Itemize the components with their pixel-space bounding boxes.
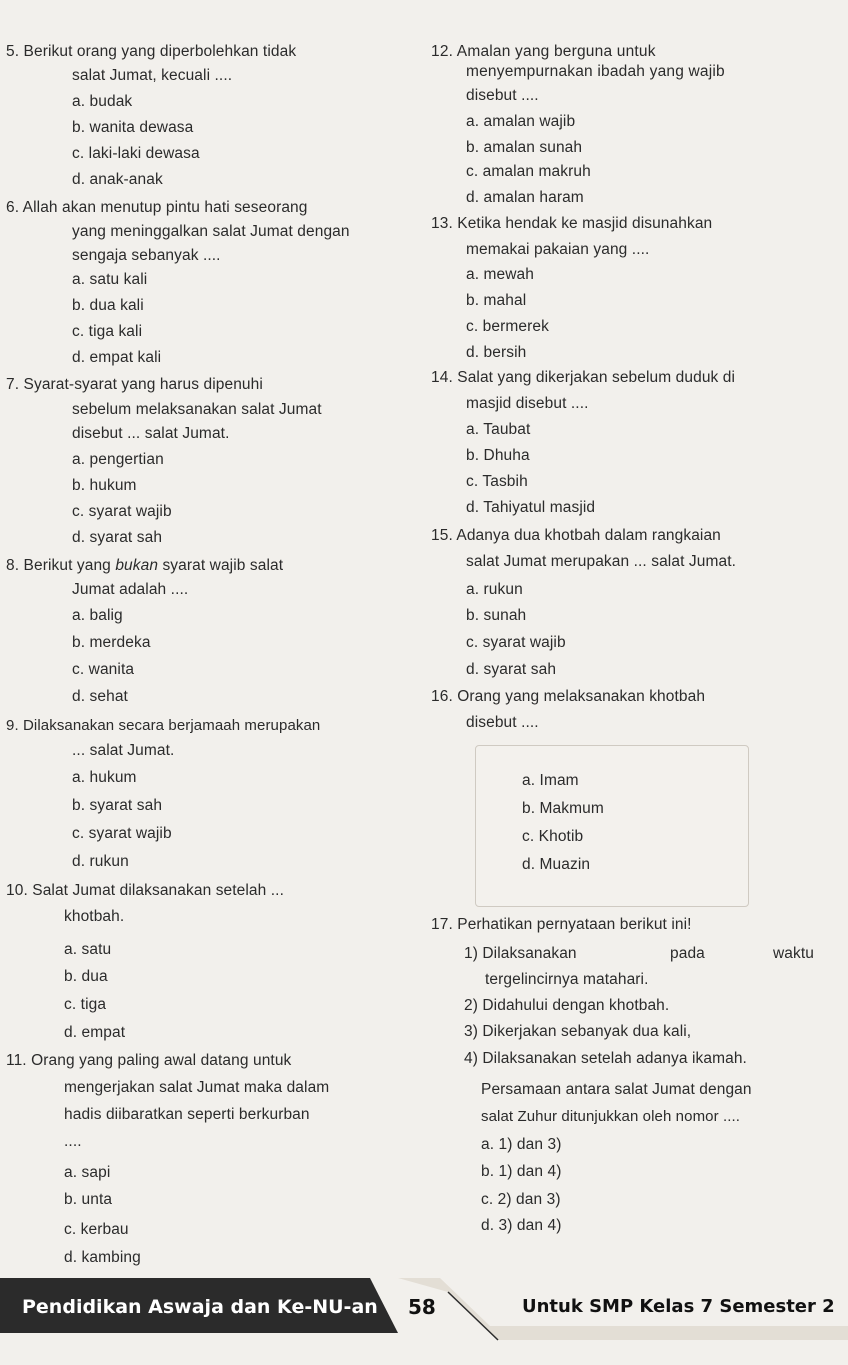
question-16-line2: disebut .... — [466, 714, 539, 731]
option-6d[interactable]: d. empat kali — [72, 349, 162, 366]
option-15d[interactable]: d. syarat sah — [466, 661, 557, 678]
option-13b[interactable]: b. mahal — [466, 292, 527, 309]
question-6-line2: yang meninggalkan salat Jumat dengan — [72, 223, 350, 240]
question-9-text: 9. Dilaksanakan secara berjamaah merupakan — [6, 717, 321, 734]
question-7-text: 7. Syarat-syarat yang harus dipenuhi — [6, 376, 263, 393]
option-14c[interactable]: c. Tasbih — [466, 473, 528, 490]
option-17b[interactable]: b. 1) dan 4) — [481, 1163, 562, 1180]
question-8-emphasis: bukan — [115, 557, 159, 574]
question-7-line2: sebelum melaksanakan salat Jumat — [72, 401, 322, 418]
option-12d[interactable]: d. amalan haram — [466, 189, 584, 206]
question-11-text: 11. Orang yang paling awal datang untuk — [6, 1052, 292, 1069]
question-5-text: 5. Berikut orang yang diperbolehkan tidak — [6, 43, 297, 60]
statement-1-line2: tergelincirnya matahari. — [485, 971, 649, 988]
option-14a[interactable]: a. Taubat — [466, 421, 531, 438]
statement-1-part1: 1) Dilaksanakan — [464, 945, 577, 962]
answer-box-q16 — [475, 745, 749, 907]
option-16c[interactable]: c. Khotib — [522, 828, 584, 845]
option-10b[interactable]: b. dua — [64, 968, 108, 985]
question-13-text: 13. Ketika hendak ke masjid disunahkan — [431, 215, 713, 232]
option-17a[interactable]: a. 1) dan 3) — [481, 1136, 562, 1153]
option-8a[interactable]: a. balig — [72, 607, 123, 624]
option-5a[interactable]: a. budak — [72, 93, 133, 110]
question-12-text: 12. Amalan yang berguna untuk — [431, 43, 656, 60]
question-17-line7: salat Zuhur ditunjukkan oleh nomor .... — [481, 1108, 741, 1125]
option-12a[interactable]: a. amalan wajib — [466, 113, 576, 130]
question-16-text: 16. Orang yang melaksanakan khotbah — [431, 688, 706, 705]
option-5d[interactable]: d. anak-anak — [72, 171, 163, 188]
option-7c[interactable]: c. syarat wajib — [72, 503, 172, 520]
option-8c[interactable]: c. wanita — [72, 661, 135, 678]
option-16b[interactable]: b. Makmum — [522, 800, 604, 817]
option-5b[interactable]: b. wanita dewasa — [72, 119, 194, 136]
option-11d[interactable]: d. kambing — [64, 1249, 141, 1266]
option-17c[interactable]: c. 2) dan 3) — [481, 1191, 561, 1208]
option-9d[interactable]: d. rukun — [72, 853, 129, 870]
option-9a[interactable]: a. hukum — [72, 769, 137, 786]
question-11-line3: hadis diibaratkan seperti berkurban — [64, 1106, 310, 1123]
question-15-text: 15. Adanya dua khotbah dalam rangkaian — [431, 527, 721, 544]
option-9c[interactable]: c. syarat wajib — [72, 825, 172, 842]
option-10a[interactable]: a. satu — [64, 941, 112, 958]
statement-2: 2) Didahului dengan khotbah. — [464, 997, 670, 1014]
option-11a[interactable]: a. sapi — [64, 1164, 111, 1181]
statement-4: 4) Dilaksanakan setelah adanya ikamah. — [464, 1050, 747, 1067]
class-label: Untuk SMP Kelas 7 Semester 2 — [522, 1296, 835, 1317]
option-9b[interactable]: b. syarat sah — [72, 797, 163, 814]
option-13d[interactable]: d. bersih — [466, 344, 527, 361]
statement-1-part3: waktu — [773, 945, 814, 962]
question-12-line2: menyempurnakan ibadah yang wajib — [466, 63, 725, 80]
option-17d[interactable]: d. 3) dan 4) — [481, 1217, 562, 1234]
option-15a[interactable]: a. rukun — [466, 581, 523, 598]
option-14d[interactable]: d. Tahiyatul masjid — [466, 499, 596, 516]
option-10c[interactable]: c. tiga — [64, 996, 107, 1013]
option-15c[interactable]: c. syarat wajib — [466, 634, 566, 651]
question-15-line2: salat Jumat merupakan ... salat Jumat. — [466, 553, 737, 570]
option-7b[interactable]: b. hukum — [72, 477, 137, 494]
question-8-line2: Jumat adalah .... — [72, 581, 189, 598]
question-6-text: 6. Allah akan menutup pintu hati seseorang — [6, 199, 308, 216]
question-6-line3: sengaja sebanyak .... — [72, 247, 221, 264]
question-10-text: 10. Salat Jumat dilaksanakan setelah ... — [6, 882, 284, 899]
page-number: 58 — [408, 1295, 436, 1319]
question-11-line4: .... — [64, 1133, 82, 1150]
question-9-line2: ... salat Jumat. — [72, 742, 175, 759]
book-title: Pendidikan Aswaja dan Ke-NU-an — [22, 1296, 378, 1318]
option-7d[interactable]: d. syarat sah — [72, 529, 163, 546]
question-8-text — [6, 556, 283, 576]
statement-3: 3) Dikerjakan sebanyak dua kali, — [464, 1023, 692, 1040]
statement-1-part2: pada — [670, 945, 705, 962]
option-14b[interactable]: b. Dhuha — [466, 447, 530, 464]
question-10-line2: khotbah. — [64, 908, 125, 925]
question-8-part1: 8. Berikut yang — [6, 557, 116, 574]
option-15b[interactable]: b. sunah — [466, 607, 527, 624]
option-6c[interactable]: c. tiga kali — [72, 323, 143, 340]
question-5-line2: salat Jumat, kecuali .... — [72, 67, 233, 84]
question-17-line6: Persamaan antara salat Jumat dengan — [481, 1081, 752, 1098]
question-5-text-cont — [72, 66, 232, 86]
option-5c[interactable]: c. laki-laki dewasa — [72, 145, 200, 162]
question-12-line3: disebut .... — [466, 87, 539, 104]
option-10d[interactable]: d. empat — [64, 1024, 126, 1041]
question-8-part3: syarat wajib salat — [158, 557, 284, 574]
question-7-line3: disebut ... salat Jumat. — [72, 425, 230, 442]
option-8b[interactable]: b. merdeka — [72, 634, 151, 651]
question-14-text: 14. Salat yang dikerjakan sebelum duduk di — [431, 369, 736, 386]
question-11-line2: mengerjakan salat Jumat maka dalam — [64, 1079, 330, 1096]
option-12c[interactable]: c. amalan makruh — [466, 163, 591, 180]
option-8d[interactable]: d. sehat — [72, 688, 128, 705]
option-13a[interactable]: a. mewah — [466, 266, 534, 283]
question-17-text: 17. Perhatikan pernyataan berikut ini! — [431, 916, 692, 933]
option-11b[interactable]: b. unta — [64, 1191, 113, 1208]
option-7a[interactable]: a. pengertian — [72, 451, 164, 468]
page-footer — [0, 1278, 848, 1343]
option-16a[interactable]: a. Imam — [522, 772, 579, 789]
question-14-line2: masjid disebut .... — [466, 395, 589, 412]
option-6a[interactable]: a. satu kali — [72, 271, 148, 288]
option-16d[interactable]: d. Muazin — [522, 856, 591, 873]
question-13-line2: memakai pakaian yang .... — [466, 241, 650, 258]
option-6b[interactable]: b. dua kali — [72, 297, 144, 314]
footer-divider-line — [448, 1292, 498, 1340]
option-12b[interactable]: b. amalan sunah — [466, 139, 583, 156]
option-11c[interactable]: c. kerbau — [64, 1221, 129, 1238]
option-13c[interactable]: c. bermerek — [466, 318, 549, 335]
